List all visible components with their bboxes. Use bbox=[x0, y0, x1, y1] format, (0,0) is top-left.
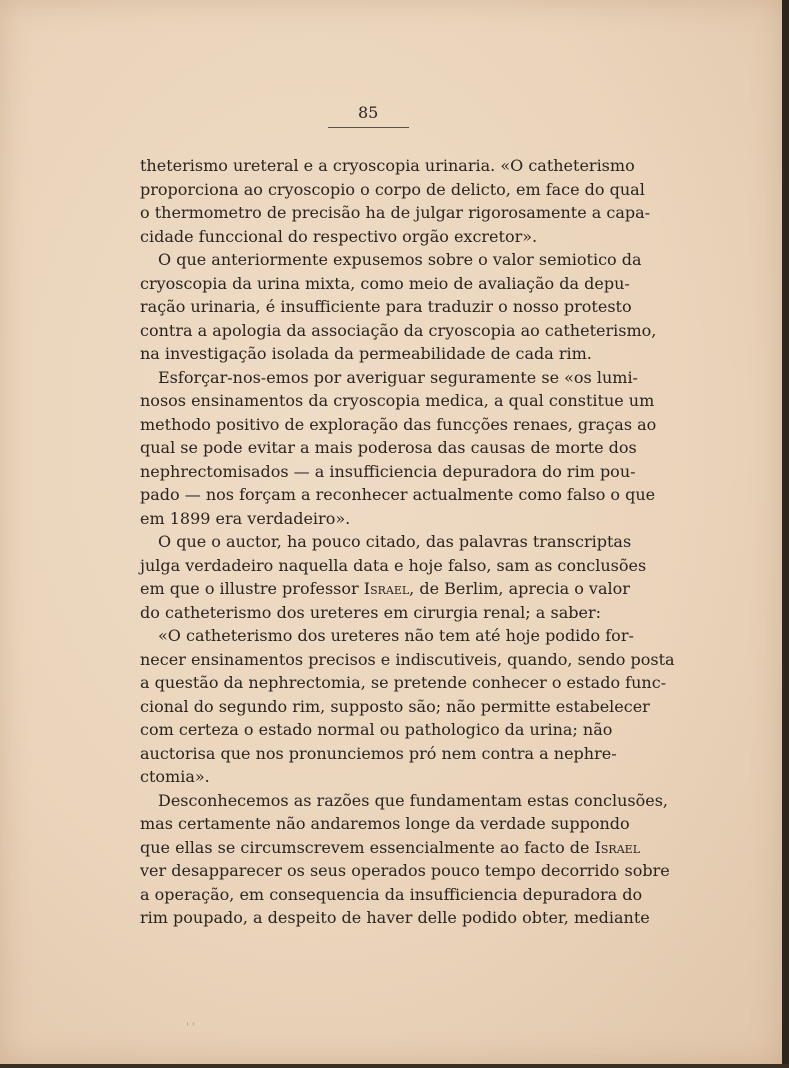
page-edge-right bbox=[782, 0, 789, 1068]
text-line: contra a apologia da associação da cryoscopia ao catheterismo, bbox=[140, 320, 657, 340]
text-line: Esforçar-nos-emos por averiguar seguramente se «os lumi- bbox=[158, 367, 638, 387]
paragraph bbox=[140, 789, 670, 930]
text-line: Desconhecemos as razões que fundamentam estas conclusões, bbox=[158, 790, 668, 810]
text-line: nephrectomisados — a insufficiencia depuradora do rim pou- bbox=[140, 461, 636, 481]
text-line: cional do segundo rim, supposto são; não permitte estabelecer bbox=[140, 696, 650, 716]
text-line: a operação, em consequencia da insufficiencia depuradora do bbox=[140, 884, 643, 904]
text-line: proporciona ao cryoscopio o corpo de delicto, em face do qual bbox=[140, 179, 645, 199]
text-line: cidade funccional do respectivo orgão excretor». bbox=[140, 226, 538, 246]
text-line: rim poupado, a despeito de haver delle podido obter, mediante bbox=[140, 908, 650, 927]
text-line: julga verdadeiro naquella data e hoje falso, sam as conclusões bbox=[140, 555, 647, 575]
paragraph bbox=[140, 366, 657, 531]
page-marks: ' ' bbox=[186, 1022, 195, 1033]
text-line: O que anteriormente expusemos sobre o valor semiotico da bbox=[158, 250, 642, 269]
text-line: ver desapparecer os seus operados pouco tempo decorrido sobre bbox=[140, 861, 670, 880]
text-line: com certeza o estado normal ou pathologico da urina; não bbox=[140, 720, 613, 739]
text-line: cryoscopia da urina mixta, como meio de avaliação da depu- bbox=[140, 273, 630, 293]
body-text bbox=[140, 154, 675, 930]
page-number: 85 bbox=[358, 103, 379, 122]
paragraph bbox=[140, 530, 647, 624]
text-line: auctorisa que nos pronunciemos pró nem contra a nephre- bbox=[140, 743, 617, 763]
text-line: ctomia». bbox=[140, 767, 210, 786]
text-line: nosos ensinamentos da cryoscopia medica, a qual constitue um bbox=[140, 391, 655, 410]
paragraph bbox=[140, 624, 675, 789]
text-line: qual se pode evitar a mais poderosa das causas de morte dos bbox=[140, 438, 637, 457]
text-line: necer ensinamentos precisos e indiscutiveis, quando, sendo posta bbox=[140, 649, 675, 669]
text-line: mas certamente não andaremos longe da verdade suppondo bbox=[140, 814, 630, 833]
paragraph bbox=[140, 248, 657, 366]
text-line: em que o illustre professor Israel, de Berlim, aprecia o valor bbox=[140, 579, 630, 598]
text-line: theterismo ureteral e a cryoscopia urinaria. «O catheterismo bbox=[140, 156, 635, 175]
text-line: na investigação isolada da permeabilidade de cada rim. bbox=[140, 344, 592, 363]
text-line: que ellas se circumscrevem essencialmente ao facto de Israel bbox=[140, 837, 640, 857]
header-rule bbox=[328, 127, 409, 128]
text-line: em 1899 era verdadeiro». bbox=[140, 508, 351, 528]
text-line: «O catheterismo dos ureteres não tem até hoje podido for- bbox=[158, 626, 634, 645]
text-line: a questão da nephrectomia, se pretende conhecer o estado func- bbox=[140, 673, 667, 692]
text-line: methodo positivo de exploração das funcções renaes, graças ao bbox=[140, 414, 657, 434]
text-line: o thermometro de precisão ha de julgar rigorosamente a capa- bbox=[140, 203, 651, 222]
text-line: pado — nos forçam a reconhecer actualmente como falso o que bbox=[140, 485, 656, 504]
text-line: ração urinaria, é insufficiente para traduzir o nosso protesto bbox=[140, 297, 632, 316]
text-line: O que o auctor, ha pouco citado, das palavras transcriptas bbox=[158, 532, 632, 551]
page-edge-bottom bbox=[0, 1064, 789, 1068]
text-line: do catheterismo dos ureteres em cirurgia renal; a saber: bbox=[140, 602, 601, 622]
paragraph bbox=[140, 154, 651, 248]
